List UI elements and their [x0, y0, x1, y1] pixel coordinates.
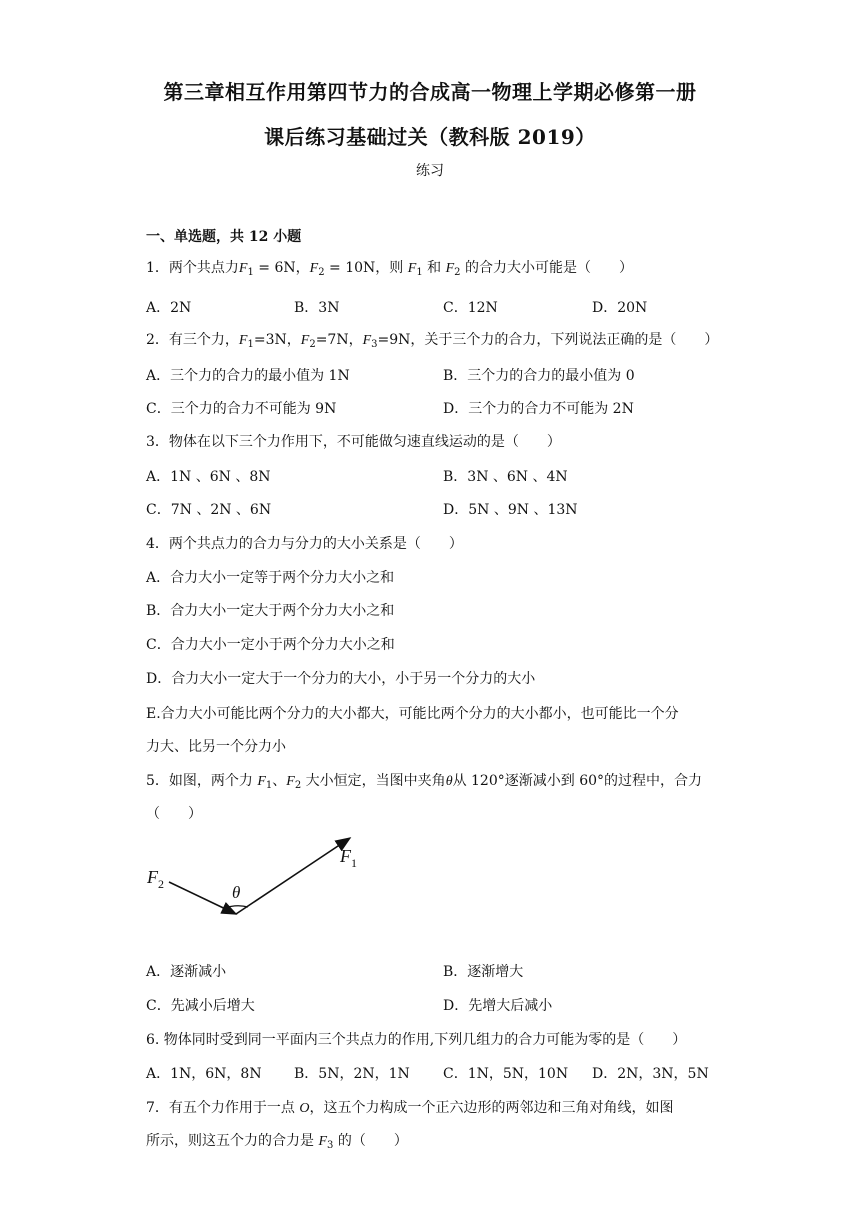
force-diagram	[140, 828, 380, 932]
question-1-stem: 1．两个共点力$F_1 = 6N$，$F_2 = 10N$，则 $F_1$ 和 $F_2$ 的合力大小可能是（ ）	[146, 260, 633, 278]
force-f2-arrow	[169, 882, 236, 914]
page-title: 第三章相互作用第四节力的合成高一物理上学期必修第一册	[163, 80, 697, 104]
question-3-option-d: D．5N 、9N 、13N	[443, 502, 578, 518]
question-6-stem: 6. 物体同时受到同一平面内三个共点力的作用,下列几组力的合力可能为零的是（ ）	[146, 1032, 687, 1048]
question-2-option-b: B．三个力的合力的最小值为 0	[443, 368, 635, 384]
question-4-option-a: A．合力大小一定等于两个分力大小之和	[146, 570, 395, 586]
svg-text:F2	[146, 867, 164, 891]
question-2-option-c: C．三个力的合力不可能为 9N	[146, 401, 337, 417]
question-2-stem: 2．有三个力，$F_1=3N$，$F_2=7N$，$F_3=9N$，关于三个力的合力，下列说法正确的是（ ）	[146, 332, 719, 350]
question-5-option-c: C．先减小后增大	[146, 998, 255, 1014]
question-5-stem: 5．如图，两个力 $F_1$、$F_2$ 大小恒定，当图中夹角θ从 120°逐渐减小到 60°的过程中，合力	[146, 773, 703, 791]
question-2-option-d: D．三个力的合力不可能为 2N	[443, 401, 634, 417]
question-4-option-e: E.合力大小可能比两个分力的大小都大，可能比两个分力的大小都小，也可能比一个分	[146, 706, 679, 722]
question-6-option-a: A．1N，6N，8N	[146, 1066, 262, 1082]
label-f2: F	[147, 867, 158, 887]
page-subtitle: 练习	[416, 163, 444, 179]
question-5-option-a: A．逐渐减小	[146, 964, 227, 980]
question-5-option-d: D．先增大后减小	[443, 998, 553, 1014]
question-2-option-a: A．三个力的合力的最小值为 1N	[146, 368, 350, 384]
force-f1-arrow	[236, 838, 350, 914]
question-3-option-b: B．3N 、6N 、4N	[443, 469, 568, 485]
label-theta: θ	[232, 883, 241, 902]
question-1-option-d: D．20N	[592, 300, 648, 316]
question-4-option-b: B．合力大小一定大于两个分力大小之和	[146, 603, 395, 619]
question-5-stem-cont: （ ）	[146, 806, 202, 822]
label-f2-sub: 2	[158, 877, 164, 891]
question-4-option-c: C．合力大小一定小于两个分力大小之和	[146, 637, 395, 653]
question-1-option-c: C．12N	[443, 300, 498, 316]
section-heading: 一、单选题，共 12 小题	[146, 229, 302, 245]
question-3-stem: 3．物体在以下三个力作用下，不可能做匀速直线运动的是（ ）	[146, 434, 561, 450]
question-1-option-b: B．3N	[294, 300, 340, 316]
question-4-stem: 4．两个共点力的合力与分力的大小关系是（ ）	[146, 536, 463, 552]
question-6-option-b: B．5N，2N，1N	[294, 1066, 410, 1082]
question-5-option-b: B．逐渐增大	[443, 964, 524, 980]
svg-text:F1	[339, 846, 357, 870]
question-4-option-e-cont: 力大、比另一个分力小	[146, 739, 286, 755]
question-3-option-a: A．1N 、6N 、8N	[146, 469, 271, 485]
question-7-stem-cont: 所示，则这五个力的合力是 $F_3$ 的（ ）	[146, 1133, 408, 1151]
question-3-option-c: C．7N 、2N 、6N	[146, 502, 272, 518]
page-title-line2: 课后练习基础过关（教科版 2019）	[264, 125, 596, 149]
question-6-option-c: C．1N，5N，10N	[443, 1066, 569, 1082]
question-7-stem: 7．有五个力作用于一点 O，这五个力构成一个正六边形的两邻边和三角对角线，如图	[146, 1100, 674, 1116]
force-diagram-svg	[140, 828, 380, 928]
label-f1-sub: 1	[351, 856, 357, 870]
question-6-option-d: D．2N，3N，5N	[592, 1066, 709, 1082]
question-4-option-d: D．合力大小一定大于一个分力的大小，小于另一个分力的大小	[146, 671, 536, 687]
label-f1: F	[340, 846, 351, 866]
question-1-option-a: A．2N	[146, 300, 192, 316]
